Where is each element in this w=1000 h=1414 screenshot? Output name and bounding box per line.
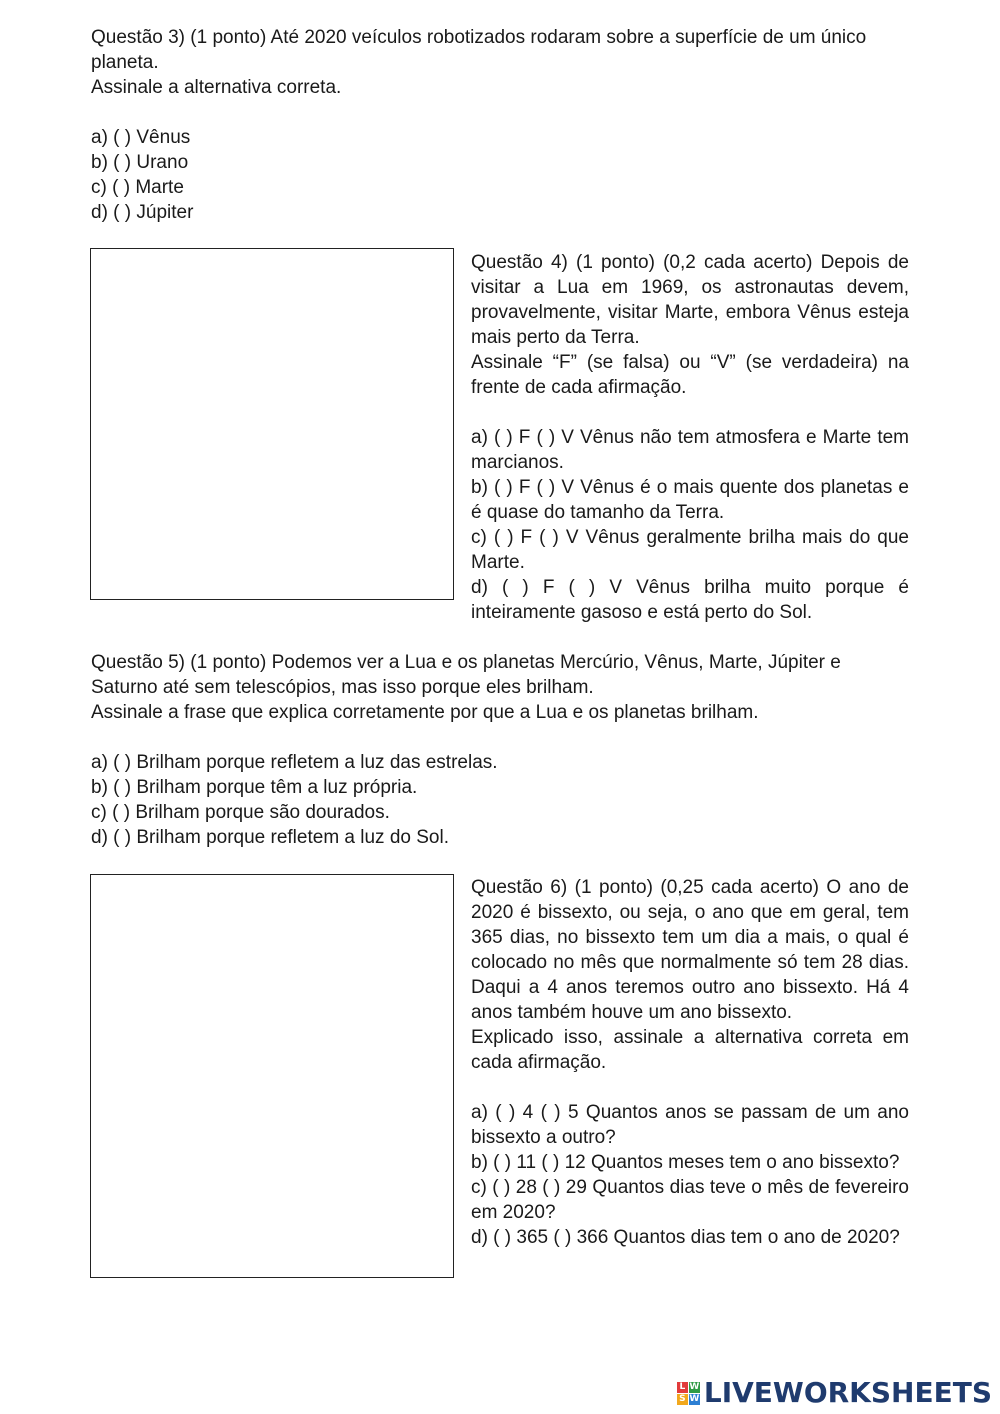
liveworksheets-logo[interactable] bbox=[677, 1378, 992, 1408]
liveworksheets-mark-icon bbox=[677, 1382, 700, 1405]
question-3-option-a[interactable]: a) ( ) Vênus bbox=[91, 127, 191, 148]
question-4-image-frame bbox=[90, 248, 454, 600]
question-3-option-b[interactable]: b) ( ) Urano bbox=[91, 152, 189, 173]
question-6-option-b[interactable]: b) ( ) 11 ( ) 12 Quantos meses tem o ano bissexto? bbox=[471, 1152, 900, 1173]
question-4-option-a[interactable]: a) ( ) F ( ) V Vênus não tem atmosfera e Marte tem marcianos. bbox=[471, 427, 909, 473]
question-4-option-b[interactable]: b) ( ) F ( ) V Vênus é o mais quente dos planetas e é quase do tamanho da Terra. bbox=[471, 477, 909, 523]
logo-mark-cell: W bbox=[689, 1381, 700, 1392]
liveworksheets-logo-text: LIVEWORKSHEETS bbox=[703, 1376, 992, 1409]
question-4-intro: Questão 4) (1 ponto) (0,2 cada acerto) Depois de visitar a Lua em 1969, os astronautas devem, provavelmente, visitar Marte, embora Vênus esteja mais perto da Terra. bbox=[471, 252, 909, 348]
question-6-intro: Questão 6) (1 ponto) (0,25 cada acerto) O ano de 2020 é bissexto, ou seja, o ano que em geral, tem 365 dias, no bissexto tem um dia a mais, o qual é colocado no mês que normalmente só tem 28 dias. Daqui a 4 anos teremos outro ano bissexto. Há 4 anos também houve um ano bissexto. bbox=[471, 877, 909, 1023]
question-3-text-line-1: Questão 3) (1 ponto) Até 2020 veículos robotizados rodaram sobre a superfície de um único bbox=[91, 27, 867, 48]
question-3 bbox=[91, 25, 911, 225]
question-5-option-c[interactable]: c) ( ) Brilham porque são dourados. bbox=[91, 802, 390, 823]
question-3-instruction: Assinale a alternativa correta. bbox=[91, 77, 342, 98]
question-4-instruction: Assinale “F” (se falsa) ou “V” (se verdadeira) na frente de cada afirmação. bbox=[471, 352, 909, 398]
logo-mark-cell: W bbox=[689, 1393, 700, 1404]
question-3-option-c[interactable]: c) ( ) Marte bbox=[91, 177, 184, 198]
question-6-option-c[interactable]: c) ( ) 28 ( ) 29 Quantos dias teve o mês de fevereiro em 2020? bbox=[471, 1177, 909, 1223]
question-5-option-b[interactable]: b) ( ) Brilham porque têm a luz própria. bbox=[91, 777, 418, 798]
logo-mark-cell: L bbox=[677, 1382, 688, 1393]
question-3-option-d[interactable]: d) ( ) Júpiter bbox=[91, 202, 194, 223]
question-5-option-d[interactable]: d) ( ) Brilham porque refletem a luz do Sol. bbox=[91, 827, 449, 848]
question-5-text-line-2: Saturno até sem telescópios, mas isso porque eles brilham. bbox=[91, 677, 594, 698]
question-6-image-frame bbox=[90, 874, 454, 1278]
logo-mark-cell: S bbox=[677, 1394, 688, 1405]
question-4-option-d[interactable]: d) ( ) F ( ) V Vênus brilha muito porque é inteiramente gasoso e está perto do Sol. bbox=[471, 577, 909, 623]
question-6-option-d[interactable]: d) ( ) 365 ( ) 366 Quantos dias tem o ano de 2020? bbox=[471, 1227, 900, 1248]
question-3-text-line-2: planeta. bbox=[91, 52, 159, 73]
question-5-option-a[interactable]: a) ( ) Brilham porque refletem a luz das estrelas. bbox=[91, 752, 498, 773]
question-4-option-c[interactable]: c) ( ) F ( ) V Vênus geralmente brilha mais do que Marte. bbox=[471, 527, 909, 573]
question-6 bbox=[471, 875, 909, 1250]
question-5 bbox=[91, 650, 911, 850]
question-6-option-a[interactable]: a) ( ) 4 ( ) 5 Quantos anos se passam de um ano bissexto a outro? bbox=[471, 1102, 909, 1148]
question-4 bbox=[471, 250, 909, 625]
question-5-text-line-1: Questão 5) (1 ponto) Podemos ver a Lua e os planetas Mercúrio, Vênus, Marte, Júpiter e bbox=[91, 652, 841, 673]
question-5-instruction: Assinale a frase que explica corretamente por que a Lua e os planetas brilham. bbox=[91, 702, 759, 723]
question-6-instruction: Explicado isso, assinale a alternativa correta em cada afirmação. bbox=[471, 1027, 909, 1073]
